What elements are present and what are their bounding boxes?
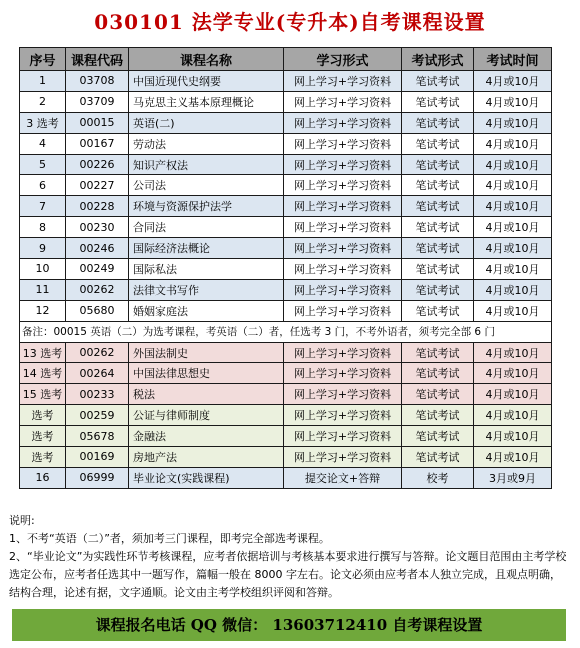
note-text: 备注：00015 英语（二）为选考课程，考英语（二）者，任选考 3 门，不考外语者，须考完全部 6 门 [20,321,552,342]
page-title: 030101 法学专业(专升本)自考课程设置 [94,10,486,34]
row-no: 2 [20,91,66,112]
table-row [20,175,552,196]
row-name: 国际私法 [129,259,284,280]
row-exam-time: 4月或10月 [474,71,552,92]
row-name: 法律文书写作 [129,279,284,300]
table-row [20,447,552,468]
table-row [20,384,552,405]
row-code: 00227 [66,175,129,196]
row-exam-time: 4月或10月 [474,342,552,363]
row-code: 00228 [66,196,129,217]
row-code: 00262 [66,279,129,300]
row-code: 05680 [66,300,129,321]
table-row [20,259,552,280]
row-study-form: 网上学习+学习资料 [284,405,402,426]
row-no: 选考 [20,405,66,426]
row-code: 00264 [66,363,129,384]
row-code: 00246 [66,238,129,259]
row-name: 毕业论文(实践课程) [129,467,284,488]
row-study-form: 网上学习+学习资料 [284,91,402,112]
row-name: 税法 [129,384,284,405]
row-exam-form: 笔试考试 [402,259,474,280]
row-study-form: 网上学习+学习资料 [284,154,402,175]
row-no: 8 [20,217,66,238]
row-study-form: 网上学习+学习资料 [284,426,402,447]
row-name: 中国法律思想史 [129,363,284,384]
row-name: 知识产权法 [129,154,284,175]
row-name: 国际经济法概论 [129,238,284,259]
row-study-form: 网上学习+学习资料 [284,112,402,133]
row-exam-form: 笔试考试 [402,112,474,133]
header-name: 课程名称 [129,48,284,71]
row-name: 中国近现代史纲要 [129,71,284,92]
table-row [20,196,552,217]
row-study-form: 网上学习+学习资料 [284,259,402,280]
footer-banner: 课程报名电话 QQ 微信： 13603712410 自考课程设置 [12,609,566,641]
row-study-form: 网上学习+学习资料 [284,300,402,321]
row-exam-time: 4月或10月 [474,279,552,300]
row-exam-form: 笔试考试 [402,300,474,321]
header-exam-time: 考试时间 [474,48,552,71]
row-name: 环境与资源保护法学 [129,196,284,217]
notes-line-2: 2、“毕业论文”为实践性环节考核课程，应考者依据培训与考核基本要求进行撰写与答辩。论文题目范围由主考学校选定公布，应考者任选其中一题写作，篇幅一般在 8000 字左右。论文必须由应考者本人独立完成，且观点明确，结构合理，论述有据，文字通顺。论文由主考学校组织评阅和答辩。 [9,550,567,599]
table-row [20,217,552,238]
row-name: 公司法 [129,175,284,196]
note-row [20,321,552,342]
row-name: 劳动法 [129,133,284,154]
row-code: 00167 [66,133,129,154]
row-exam-time: 4月或10月 [474,196,552,217]
row-no: 5 [20,154,66,175]
row-exam-form: 笔试考试 [402,405,474,426]
table-row [20,112,552,133]
header-exam-form: 考试形式 [402,48,474,71]
row-no: 15 选考 [20,384,66,405]
notes-section [9,512,569,602]
row-study-form: 网上学习+学习资料 [284,133,402,154]
row-study-form: 网上学习+学习资料 [284,175,402,196]
row-no: 13 选考 [20,342,66,363]
row-exam-form: 笔试考试 [402,154,474,175]
row-exam-time: 4月或10月 [474,259,552,280]
row-exam-form: 笔试考试 [402,342,474,363]
row-exam-time: 4月或10月 [474,384,552,405]
row-name: 马克思主义基本原理概论 [129,91,284,112]
row-no: 11 [20,279,66,300]
row-code: 06999 [66,467,129,488]
row-exam-form: 笔试考试 [402,71,474,92]
row-no: 选考 [20,426,66,447]
notes-heading: 说明: [9,514,35,527]
table-row [20,467,552,488]
row-study-form: 网上学习+学习资料 [284,71,402,92]
row-no: 14 选考 [20,363,66,384]
table-row [20,426,552,447]
table-row [20,300,552,321]
row-no: 9 [20,238,66,259]
table-row [20,154,552,175]
row-code: 00249 [66,259,129,280]
row-study-form: 网上学习+学习资料 [284,384,402,405]
row-no: 16 [20,467,66,488]
row-exam-form: 笔试考试 [402,175,474,196]
row-exam-time: 4月或10月 [474,238,552,259]
table-row [20,133,552,154]
row-study-form: 网上学习+学习资料 [284,342,402,363]
row-no: 12 [20,300,66,321]
row-study-form: 网上学习+学习资料 [284,217,402,238]
table-row [20,279,552,300]
header-code: 课程代码 [66,48,129,71]
row-study-form: 网上学习+学习资料 [284,238,402,259]
row-no: 7 [20,196,66,217]
row-no: 6 [20,175,66,196]
header-study-form: 学习形式 [284,48,402,71]
row-exam-time: 4月或10月 [474,426,552,447]
row-code: 00169 [66,447,129,468]
course-table [19,47,552,489]
row-exam-time: 4月或10月 [474,405,552,426]
row-exam-form: 笔试考试 [402,426,474,447]
row-name: 合同法 [129,217,284,238]
row-exam-form: 笔试考试 [402,447,474,468]
row-exam-form: 笔试考试 [402,238,474,259]
table-row [20,342,552,363]
row-name: 外国法制史 [129,342,284,363]
row-exam-form: 校考 [402,467,474,488]
row-code: 00226 [66,154,129,175]
row-exam-time: 4月或10月 [474,133,552,154]
table-row [20,405,552,426]
row-no: 1 [20,71,66,92]
row-code: 00262 [66,342,129,363]
row-code: 00230 [66,217,129,238]
row-no: 选考 [20,447,66,468]
row-exam-time: 4月或10月 [474,112,552,133]
row-code: 00015 [66,112,129,133]
table-header-row [20,48,552,71]
row-no: 10 [20,259,66,280]
row-no: 4 [20,133,66,154]
row-exam-form: 笔试考试 [402,279,474,300]
row-study-form: 网上学习+学习资料 [284,447,402,468]
course-table-body [20,48,552,489]
table-row [20,363,552,384]
row-name: 房地产法 [129,447,284,468]
row-code: 03709 [66,91,129,112]
row-exam-time: 4月或10月 [474,300,552,321]
row-exam-time: 4月或10月 [474,363,552,384]
row-exam-time: 4月或10月 [474,175,552,196]
row-study-form: 网上学习+学习资料 [284,196,402,217]
row-exam-form: 笔试考试 [402,133,474,154]
row-exam-time: 4月或10月 [474,217,552,238]
row-exam-form: 笔试考试 [402,363,474,384]
notes-line-1: 1、不考“英语（二）”者，须加考三门课程，即考完全部选考课程。 [9,532,330,545]
row-exam-form: 笔试考试 [402,384,474,405]
table-row [20,238,552,259]
row-exam-form: 笔试考试 [402,217,474,238]
table-row [20,91,552,112]
row-study-form: 网上学习+学习资料 [284,363,402,384]
row-name: 英语(二) [129,112,284,133]
row-study-form: 网上学习+学习资料 [284,279,402,300]
row-code: 05678 [66,426,129,447]
row-exam-form: 笔试考试 [402,91,474,112]
row-name: 公证与律师制度 [129,405,284,426]
row-study-form: 提交论文+答辩 [284,467,402,488]
row-exam-time: 4月或10月 [474,154,552,175]
header-no: 序号 [20,48,66,71]
row-name: 婚姻家庭法 [129,300,284,321]
row-exam-time: 4月或10月 [474,91,552,112]
row-no: 3 选考 [20,112,66,133]
row-code: 03708 [66,71,129,92]
row-code: 00259 [66,405,129,426]
row-exam-time: 4月或10月 [474,447,552,468]
row-code: 00233 [66,384,129,405]
row-exam-form: 笔试考试 [402,196,474,217]
table-row [20,71,552,92]
row-name: 金融法 [129,426,284,447]
row-exam-time: 3月或9月 [474,467,552,488]
